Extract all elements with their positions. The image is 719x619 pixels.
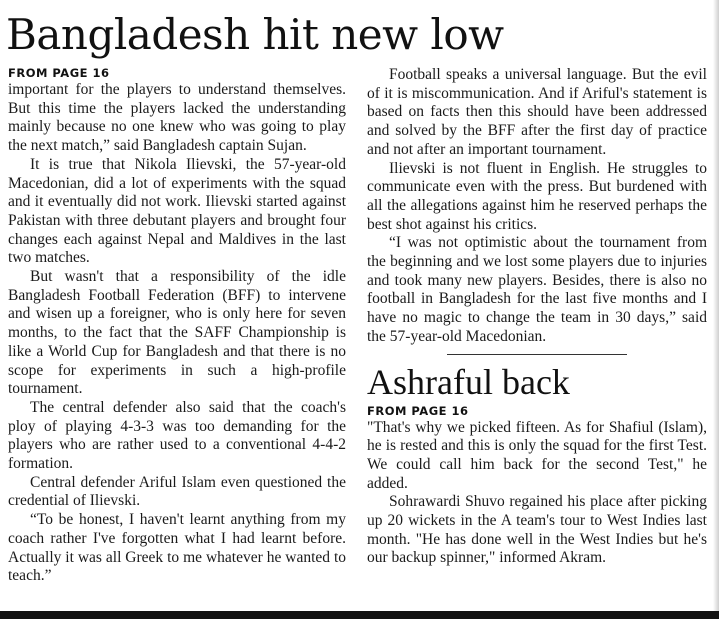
paragraph: Sohrawardi Shuvo regained his place after picking up 20 wickets in the A team's tour to West Indies last month. "He has done well in the West Indies but he's our backup spinner," informed Akram. bbox=[367, 493, 707, 567]
paragraph: It is true that Nikola Ilievski, the 57-year-old Macedonian, did a lot of experiments with the squad and it eventually did not work. Ilievski started against Pakistan with three debutant players and brought four changes each against Nepal and Maldives in the last two matches. bbox=[8, 155, 346, 267]
headline: Bangladesh hit new low bbox=[6, 10, 504, 59]
paragraph: “To be honest, I haven't learnt anything from my coach rather I've forgotten what I had learnt before. Actually it was all Greek to me whatever he wanted to teach.” bbox=[8, 511, 346, 585]
continuation-kicker: FROM PAGE 16 bbox=[367, 403, 469, 418]
left-column bbox=[8, 66, 346, 609]
paragraph: But wasn't that a responsibility of the idle Bangladesh Football Federation (BFF) to intervene and wisen up a foreigner, who is only here for seven months, to the fact that the SAFF Championship is like a World Cup for Bangladesh and that there is no scope for experiments in such a high-profile tournament. bbox=[8, 268, 346, 398]
continuation-kicker: FROM PAGE 16 bbox=[8, 66, 110, 80]
page-edge-shadow bbox=[713, 0, 719, 619]
story-divider bbox=[447, 354, 627, 355]
paragraph: “I was not optimistic about the tournament from the beginning and we lost some players due to injuries and took many new players. Besides, there is also no football in Bangladesh for the last five months and I have no magic to change the team in 30 days,” said the 57-year-old Macedonian. bbox=[367, 234, 707, 345]
paragraph: The central defender also said that the coach's ploy of playing 4-3-3 was too demanding for the players who are rather used to a conventional 4-4-2 formation. bbox=[8, 398, 346, 473]
right-column bbox=[367, 66, 707, 609]
paragraph: Football speaks a universal language. But the evil of it is miscommunication. And if Ariful's statement is based on facts then this should have been addressed and solved by the BFF after the first day of practice and not after an important tournament. bbox=[367, 66, 707, 158]
paragraph: Ilievski is not fluent in English. He struggles to communicate even with the press. But burdened with all the allegations against him he reserved perhaps the best shot against his critics. bbox=[367, 159, 707, 233]
second-story-headline: Ashraful back bbox=[367, 361, 570, 402]
bottom-border bbox=[0, 611, 719, 619]
paragraph: Central defender Ariful Islam even questioned the credential of Ilievski. bbox=[8, 473, 346, 510]
paragraph: "That's why we picked fifteen. As for Shafiul (Islam), he is rested and this is only the squad for the first Test. We could call him back for the second Test," he added. bbox=[367, 418, 707, 492]
paragraph: important for the players to understand themselves. But this time the players lacked the understanding mainly because no one knew who was going to play the next match,” said Bangladesh captain Sujan. bbox=[8, 81, 346, 155]
